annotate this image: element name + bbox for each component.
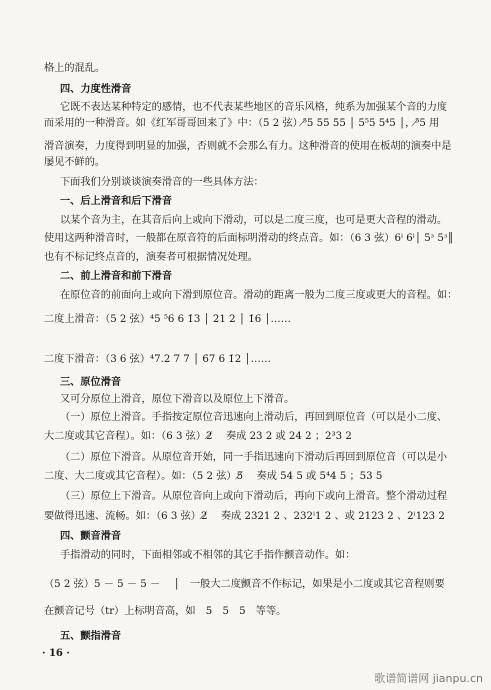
text-line: 大二度或其它音程）。如：（6 3 弦）2̸ 奏成 23 2 或 24 2 ；2³3 2 [44, 431, 352, 442]
text-line: 二度上滑音：（5 2 弦）⁴5 ⁵6 6 1̇3 │ 2̇1 2 │ 1̇6 │…… [44, 314, 291, 325]
text-line: 手指滑动的同时，下面相邻或不相邻的其它手指作颤音动作。如： [60, 550, 356, 561]
section-heading: 三、原位滑音 [60, 377, 122, 388]
text-line: 它既不表达某种特定的感情，也不代表某些地区的音乐风格，纯系为加强某个音的力度 [60, 102, 448, 113]
text-line: 以某个音为主，在其音后向上或向下滑动，可以是二度三度，也可是更大音程的滑动。 [60, 215, 448, 226]
section-heading: 二、前上滑音和前下滑音 [60, 271, 173, 282]
section-heading: 一、后上滑音和后下滑音 [60, 196, 173, 207]
text-line: 二度、大二度或其它音程）。如：（5 2 弦）5̸ 奏成 54 5 或 5⁴4 5 ；53 5 [44, 471, 383, 482]
section-heading: 五、颤指滑音 [60, 631, 122, 642]
text-line: （一）原位上滑音。手指按定原位音迅速向上滑动后，再回到原位音（可以是小二度、 [60, 412, 448, 423]
watermark: 歌谱简谱网 jianpu.cn [374, 672, 483, 685]
page-number: · 16 · [42, 648, 70, 659]
text-line: 也有不标记终点音的，演奏者可根据情况处理。 [44, 252, 258, 263]
text-line: 屡见不鲜的。 [44, 157, 106, 168]
text-line: 滑音演奏，力度得到明显的加强，否则就不会那么有力。这种滑音的使用在板胡的演奏中是 [44, 141, 452, 152]
text-line: 格上的混乱。 [44, 63, 106, 74]
text-line: （二）原位下滑音。从原位音开始，同一手指迅速向下滑动后再回到原位音（可以是小 [60, 452, 448, 463]
section-heading: 四、力度性滑音 [60, 84, 132, 95]
text-line: 下面我们分别谈谈演奏滑音的一些具体方法： [60, 177, 264, 188]
text-line: 在原位音的前面向上或向下滑到原位音。滑动的距离一般为二度三度或更大的音程。如： [60, 290, 458, 301]
text-line: （5 2 弦）5 － 5 － 5 － │ 一般大二度颤音不作标记，如果是小二度或其它音程则要 [44, 579, 445, 590]
section-heading: 四、颤音滑音 [60, 531, 122, 542]
text-line: 使用这两种滑音时，一般都在原音符的后面标明滑动的终点音。如：（6 3 弦）6ⁱ 6ⁱ│ 5ᵌ 5ᵌ║ [44, 233, 454, 244]
text-line: 要做得迅速、流畅。如：（6 3 弦）2̸ 奏成 2321 2 、232ⁱ1 2 、或 2123 2 、2ⁱ123 2 [44, 511, 445, 522]
text-line: 而采用的一种滑音。如《红军哥哥回来了》中：（5 2 弦）⁵̸5 55 5̇5 │ 5⁵5 5⁴5 │，⁵̸5 用 [44, 118, 440, 129]
text-line: 在颤音记号（tr）上标明音高，如 5 5 5 等等。 [44, 606, 287, 617]
text-line: （三）原位上下滑音。从原位音向上或向下滑动后，再向下或向上滑音。整个滑动过程 [60, 491, 448, 502]
text-line: 二度下滑音：（3 6 弦）⁴7.2 7 7 │ 6̇7 6 1̇2 │…… [44, 354, 271, 365]
text-line: 又可分原位上滑音，原位下滑音以及原位上下滑音。 [60, 394, 295, 405]
